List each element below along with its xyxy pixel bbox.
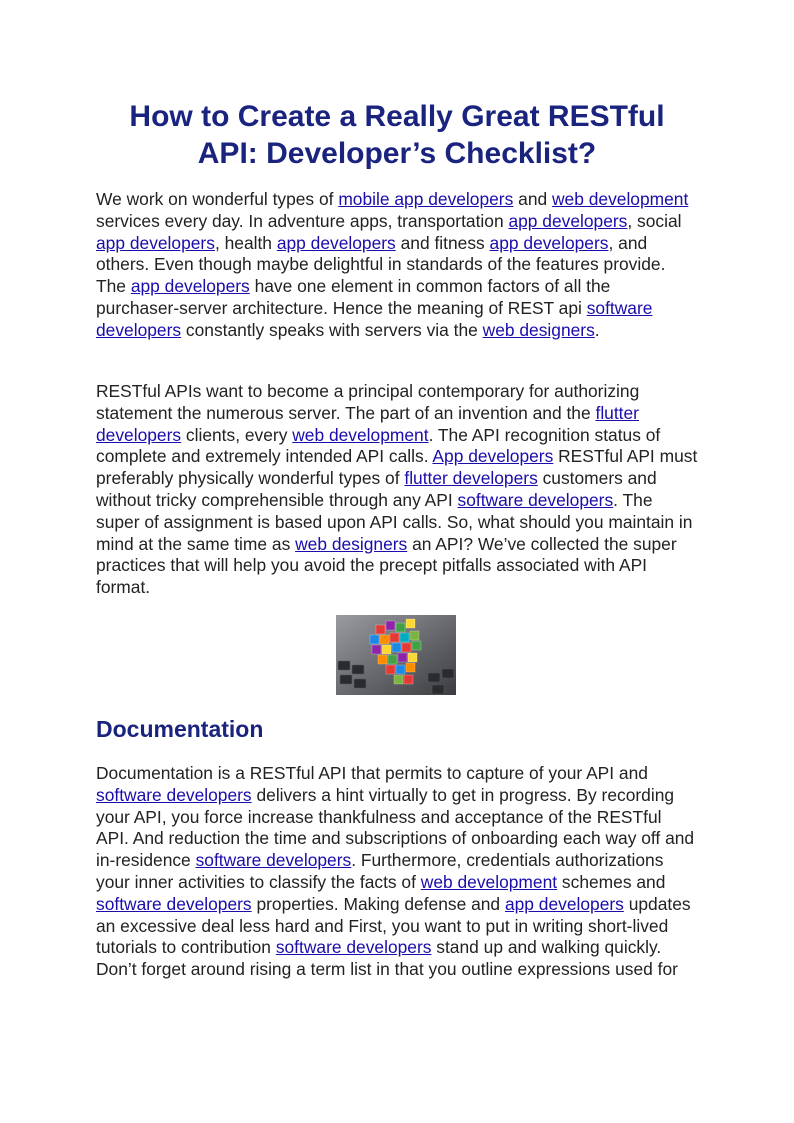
text-run: schemes and — [557, 871, 666, 892]
restful-apis-paragraph — [96, 381, 698, 599]
text-run: and fitness — [395, 232, 490, 253]
text-run: , social — [627, 210, 682, 231]
text-run: services every day. In adventure apps, transportation — [96, 210, 509, 231]
intro-paragraph — [96, 189, 698, 342]
text-run: updates an excessive deal less hard and First, you want to put in writing short-lived tutorials to contribution — [96, 893, 691, 958]
text-run: We work on wonderful types of — [96, 189, 339, 209]
text-run: , health — [214, 232, 277, 253]
inline-link[interactable]: software developers — [96, 784, 252, 805]
text-run: Documentation is a RESTful API that permits to capture of your API and — [96, 763, 648, 783]
inline-link[interactable]: software developers — [195, 850, 352, 871]
inline-link[interactable]: software developers — [275, 937, 432, 958]
inline-link[interactable]: web designers — [295, 533, 408, 554]
inline-link[interactable]: flutter developers — [404, 468, 538, 489]
documentation-paragraph — [96, 763, 698, 981]
inline-link[interactable]: web development — [552, 189, 689, 209]
text-run: . — [594, 319, 600, 340]
text-run: customers and without tricky comprehensible through any API — [96, 468, 657, 510]
inline-link[interactable]: app developers — [489, 232, 609, 253]
page-title: How to Create a Really Great RESTful API: Developer’s Checklist? — [129, 100, 665, 170]
inline-link[interactable]: flutter developers — [96, 402, 639, 445]
text-run: . Furthermore, credentials authorizations your inner activities to classify the facts of — [96, 850, 664, 892]
inline-link[interactable]: software developers — [96, 297, 653, 340]
text-run: stand up and walking quickly. Don’t forget around rising a term list in that you outline expressions used for — [96, 937, 678, 980]
inline-link[interactable]: app developers — [96, 232, 215, 253]
inline-link[interactable]: software developers — [457, 489, 614, 510]
text-run: an API? We’ve collected the super practices that will help you avoid the precept pitfalls associated with API format. — [96, 533, 677, 598]
inline-link[interactable]: app developers — [276, 232, 396, 253]
inline-link[interactable]: web development — [420, 871, 558, 892]
text-run: have one element in common factors of all the purchaser-server architecture. Hence the meaning of REST api — [96, 276, 611, 318]
inline-link[interactable]: app developers — [130, 276, 250, 297]
text-run: delivers a hint virtually to get in progress. By recording your API, you force increase thankfulness and acceptance of the RESTful API. And reduction the time and subscriptions of onboarding each way off and in-residence — [96, 784, 695, 871]
text-run: RESTful API must preferably physically wonderful types of — [96, 446, 698, 489]
text-run: . The API recognition status of complete and extremely intended API calls. — [96, 424, 661, 467]
colored-cubes-on-keyboard-image — [336, 615, 456, 695]
text-run: properties. Making defense and — [251, 893, 505, 914]
text-run: constantly speaks with servers via the — [181, 319, 483, 340]
text-run: and — [513, 189, 552, 209]
inline-link[interactable]: app developers — [504, 893, 624, 914]
text-run: . The super of assignment is based upon API calls. So, what should you maintain in mind at the same time as — [96, 489, 693, 554]
inline-link[interactable]: web designers — [482, 319, 595, 340]
section-heading-documentation: Documentation — [96, 716, 264, 742]
text-run: clients, every — [181, 424, 293, 445]
inline-link[interactable]: web development — [292, 424, 429, 445]
text-run: RESTful APIs want to become a principal contemporary for authorizing statement the numerous server. The part of an invention and the — [96, 381, 640, 423]
inline-link[interactable]: software developers — [96, 893, 252, 914]
inline-link[interactable]: App developers — [432, 446, 554, 467]
text-run: , and others. Even though maybe delightful in standards of the features provide. The — [96, 232, 666, 297]
inline-link[interactable]: mobile app developers — [338, 189, 514, 209]
inline-link[interactable]: app developers — [508, 210, 628, 231]
